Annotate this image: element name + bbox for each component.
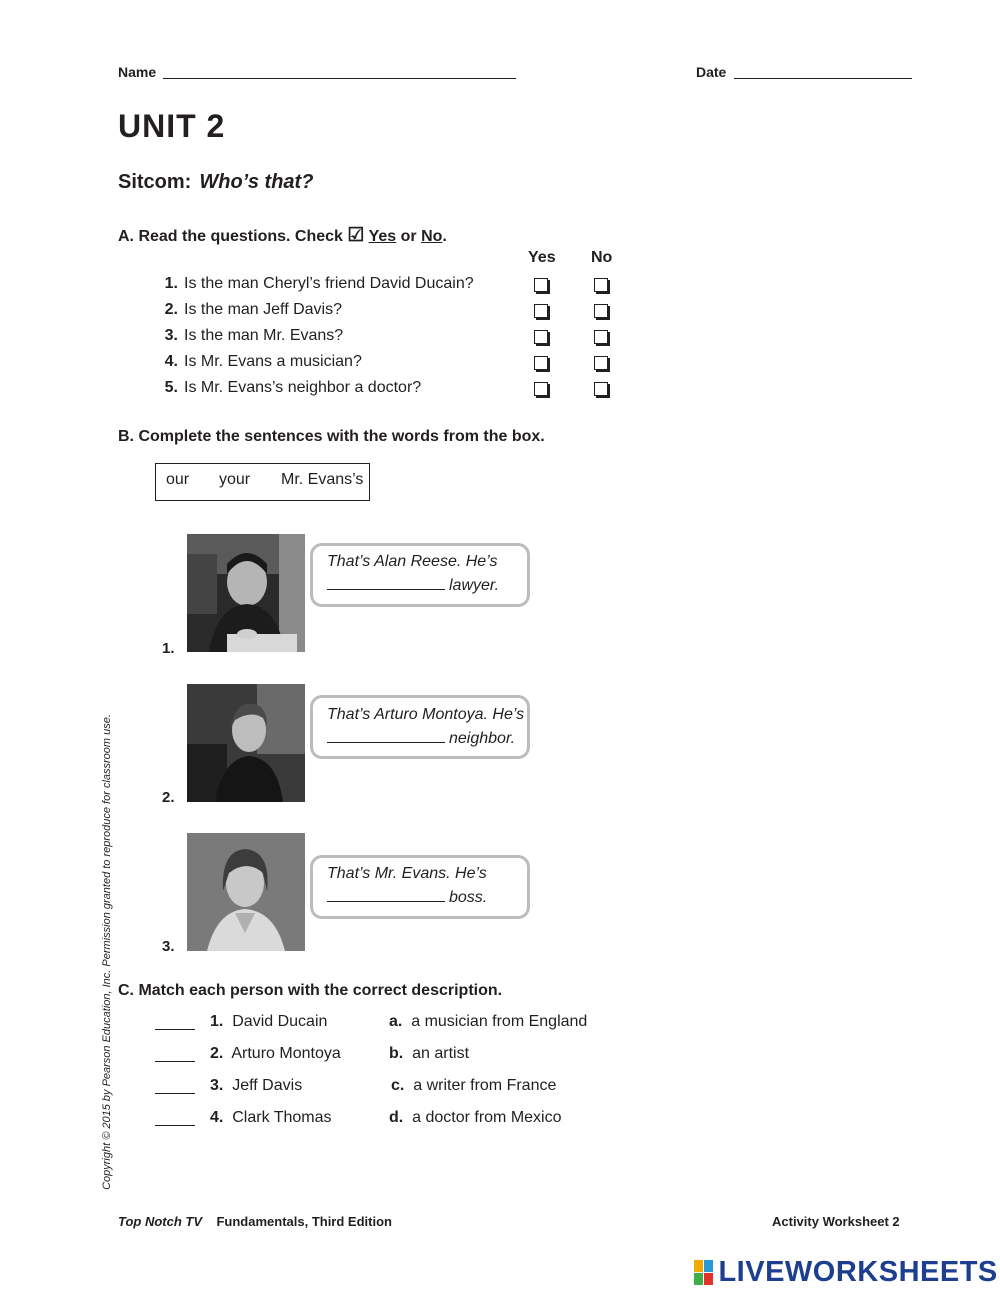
col-no-header: No bbox=[591, 249, 613, 266]
word-box-item: your bbox=[219, 471, 251, 488]
question-row bbox=[156, 353, 362, 371]
question-number: 2. bbox=[164, 301, 178, 318]
match-description bbox=[389, 1045, 469, 1063]
name-field[interactable] bbox=[163, 78, 516, 79]
bubble-line-2: neighbor. bbox=[449, 730, 516, 747]
sitcom-heading bbox=[118, 171, 313, 194]
person-name: David Ducain bbox=[232, 1013, 328, 1030]
speech-bubble bbox=[310, 543, 530, 607]
question-text: Is the man Mr. Evans? bbox=[184, 327, 344, 344]
no-checkbox-3[interactable] bbox=[594, 330, 608, 344]
description-text: a doctor from Mexico bbox=[412, 1109, 562, 1126]
name-label: Name bbox=[118, 64, 157, 80]
yes-checkbox-3[interactable] bbox=[534, 330, 548, 344]
photo-alan-reese bbox=[187, 534, 305, 652]
bubble-line-1: That’s Mr. Evans. He’s bbox=[327, 865, 487, 882]
match-blank-1[interactable] bbox=[155, 1029, 195, 1030]
question-number: 3. bbox=[164, 327, 178, 344]
match-person bbox=[210, 1013, 327, 1031]
question-text: Is the man Cheryl’s friend David Ducain? bbox=[184, 275, 474, 292]
bubble-line-1: That’s Alan Reese. He’s bbox=[327, 553, 498, 570]
question-row bbox=[156, 275, 474, 293]
photo-arturo-montoya bbox=[187, 684, 305, 802]
brand-name: LIVEWORKSHEETS bbox=[718, 1256, 998, 1288]
item-number: 3. bbox=[162, 938, 175, 955]
person-name: Clark Thomas bbox=[232, 1109, 332, 1126]
answer-blank[interactable] bbox=[327, 576, 445, 590]
question-row bbox=[156, 379, 421, 397]
question-text: Is Mr. Evans’s neighbor a doctor? bbox=[184, 379, 422, 396]
copyright-notice: Copyright © 2015 by Pearson Education, Inc. Permission granted to reproduce for classroom use. bbox=[101, 714, 113, 1190]
person-number: 2. bbox=[210, 1045, 224, 1062]
match-description bbox=[391, 1077, 556, 1095]
person-name: Arturo Montoya bbox=[231, 1045, 341, 1062]
section-a-prefix: A. Read the questions. Check bbox=[118, 228, 343, 245]
match-description bbox=[389, 1013, 587, 1031]
person-number: 3. bbox=[210, 1077, 224, 1094]
date-field[interactable] bbox=[734, 78, 912, 79]
match-person bbox=[210, 1045, 341, 1063]
person-number: 4. bbox=[210, 1109, 224, 1126]
sitcom-title: Who’s that? bbox=[199, 171, 314, 193]
word-box-item: our bbox=[166, 471, 190, 488]
bubble-line-2: boss. bbox=[449, 889, 488, 906]
no-checkbox-2[interactable] bbox=[594, 304, 608, 318]
yes-checkbox-4[interactable] bbox=[534, 356, 548, 370]
match-blank-4[interactable] bbox=[155, 1125, 195, 1126]
footer-left bbox=[118, 1214, 392, 1229]
bubble-line-2: lawyer. bbox=[449, 577, 500, 594]
answer-blank[interactable] bbox=[327, 729, 445, 743]
speech-bubble bbox=[310, 695, 530, 759]
description-letter: a. bbox=[389, 1013, 403, 1030]
question-number: 4. bbox=[164, 353, 178, 370]
footer-book: Fundamentals, Third Edition bbox=[216, 1214, 392, 1229]
period: . bbox=[442, 228, 447, 245]
checkmark-icon: ☑ bbox=[347, 225, 365, 246]
section-c-instruction: C. Match each person with the correct description. bbox=[118, 982, 503, 999]
question-row bbox=[156, 301, 342, 319]
yes-checkbox-5[interactable] bbox=[534, 382, 548, 396]
footer-worksheet: Activity Worksheet 2 bbox=[772, 1214, 900, 1229]
liveworksheets-logo-icon bbox=[694, 1260, 714, 1286]
no-checkbox-4[interactable] bbox=[594, 356, 608, 370]
word-box-item: Mr. Evans’s bbox=[281, 471, 364, 488]
item-number: 2. bbox=[162, 789, 175, 806]
section-b-instruction: B. Complete the sentences with the words from the box. bbox=[118, 428, 545, 445]
match-description bbox=[389, 1109, 562, 1127]
sitcom-label: Sitcom: bbox=[118, 171, 192, 193]
speech-bubble bbox=[310, 855, 530, 919]
no-checkbox-5[interactable] bbox=[594, 382, 608, 396]
item-number: 1. bbox=[162, 640, 175, 657]
description-letter: c. bbox=[391, 1077, 405, 1094]
unit-title: UNIT 2 bbox=[118, 108, 226, 144]
person-name: Jeff Davis bbox=[232, 1077, 303, 1094]
question-text: Is the man Jeff Davis? bbox=[184, 301, 342, 318]
bubble-line-1: That’s Arturo Montoya. He’s bbox=[327, 706, 525, 723]
person-number: 1. bbox=[210, 1013, 224, 1030]
or-word: or bbox=[400, 228, 417, 245]
question-number: 1. bbox=[164, 275, 178, 292]
question-row bbox=[156, 327, 343, 345]
match-blank-2[interactable] bbox=[155, 1061, 195, 1062]
description-letter: d. bbox=[389, 1109, 404, 1126]
footer-series: Top Notch TV bbox=[118, 1214, 203, 1229]
yes-word: Yes bbox=[368, 228, 397, 245]
yes-checkbox-1[interactable] bbox=[534, 278, 548, 292]
col-yes-header: Yes bbox=[528, 249, 556, 266]
yes-checkbox-2[interactable] bbox=[534, 304, 548, 318]
match-person bbox=[210, 1109, 332, 1127]
description-letter: b. bbox=[389, 1045, 404, 1062]
description-text: an artist bbox=[412, 1045, 470, 1062]
answer-blank[interactable] bbox=[327, 888, 445, 902]
date-label: Date bbox=[696, 64, 727, 80]
photo-mr-evans bbox=[187, 833, 305, 951]
liveworksheets-logo[interactable] bbox=[694, 1256, 998, 1289]
no-word: No bbox=[421, 228, 443, 245]
match-blank-3[interactable] bbox=[155, 1093, 195, 1094]
word-box bbox=[155, 463, 370, 501]
section-a-instruction bbox=[118, 224, 447, 247]
description-text: a writer from France bbox=[413, 1077, 557, 1094]
question-text: Is Mr. Evans a musician? bbox=[184, 353, 362, 370]
question-number: 5. bbox=[164, 379, 178, 396]
no-checkbox-1[interactable] bbox=[594, 278, 608, 292]
description-text: a musician from England bbox=[411, 1013, 588, 1030]
match-person bbox=[210, 1077, 302, 1095]
